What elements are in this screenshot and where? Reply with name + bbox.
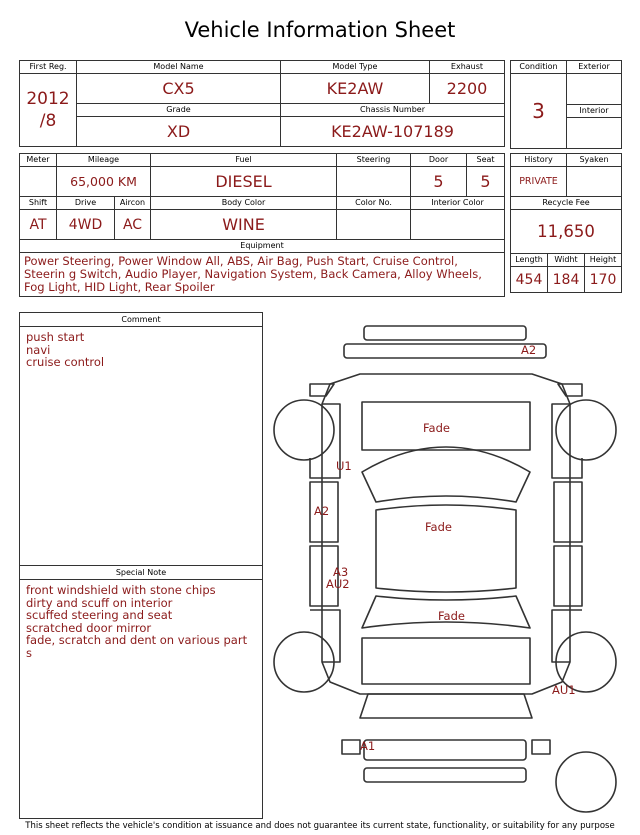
mileage-value: 65,000 KM bbox=[57, 167, 151, 197]
interior-label: Interior bbox=[567, 105, 622, 118]
front-right-wheel bbox=[556, 400, 616, 460]
rear-left-light bbox=[342, 740, 360, 754]
comment-box bbox=[19, 312, 263, 566]
grade-value: XD bbox=[77, 117, 281, 147]
special-note-line: front windshield with stone chips bbox=[26, 583, 216, 597]
front-windshield bbox=[362, 447, 530, 502]
rear-lower-body bbox=[360, 694, 532, 718]
comment-line: navi bbox=[26, 342, 51, 357]
exhaust-label: Exhaust bbox=[430, 61, 505, 74]
grade-label: Grade bbox=[77, 104, 281, 117]
comment-line: push start bbox=[26, 330, 85, 344]
top-info-table bbox=[19, 60, 505, 147]
first-reg-value bbox=[20, 74, 77, 147]
condition-table bbox=[510, 60, 622, 149]
right-front-fender bbox=[552, 404, 582, 478]
special-note-line: s bbox=[26, 645, 32, 660]
front-bumper-top bbox=[364, 326, 526, 340]
syaken-label: Syaken bbox=[567, 154, 622, 167]
model-type-label: Model Type bbox=[281, 61, 430, 74]
special-note-line: dirty and scuff on interior bbox=[26, 595, 173, 610]
front-left-wheel bbox=[274, 400, 334, 460]
damage-mark: A2 bbox=[521, 343, 537, 357]
model-type-value: KE2AW bbox=[281, 74, 430, 104]
rear-bumper bbox=[364, 740, 526, 760]
damage-mark: A3 bbox=[333, 565, 349, 579]
door-value: 5 bbox=[411, 167, 467, 197]
damage-mark: AU2 bbox=[326, 577, 350, 591]
special-note-line: fade, scratch and dent on various part bbox=[26, 633, 248, 647]
side-info-table bbox=[510, 153, 622, 293]
damage-mark: Fade bbox=[438, 609, 465, 623]
damage-mark: AU1 bbox=[552, 683, 576, 697]
height-value: 170 bbox=[585, 267, 622, 293]
recycle-fee-label: Recycle Fee bbox=[511, 197, 622, 210]
damage-mark: A2 bbox=[314, 504, 330, 518]
tailgate-panel bbox=[362, 638, 530, 684]
height-label: Height bbox=[585, 254, 622, 267]
seat-value: 5 bbox=[467, 167, 505, 197]
seat-label: Seat bbox=[467, 154, 505, 167]
special-note-line: scratched door mirror bbox=[26, 620, 152, 635]
interior-color-value bbox=[411, 210, 505, 240]
special-note-text bbox=[20, 580, 262, 663]
fuel-value: DIESEL bbox=[151, 167, 337, 197]
spare-tire bbox=[556, 752, 616, 812]
recycle-fee-value: 11,650 bbox=[511, 210, 622, 254]
vehicle-spec-table bbox=[19, 153, 505, 297]
damage-mark: A1 bbox=[360, 739, 376, 753]
front-grille-bar bbox=[344, 344, 546, 358]
first-reg-year: 2012 bbox=[26, 89, 70, 109]
history-label: History bbox=[511, 154, 567, 167]
steering-value bbox=[337, 167, 411, 197]
width-value: 184 bbox=[548, 267, 585, 293]
color-no-label: Color No. bbox=[337, 197, 411, 210]
interior-color-label: Interior Color bbox=[411, 197, 505, 210]
length-label: Length bbox=[511, 254, 548, 267]
shift-label: Shift bbox=[20, 197, 57, 210]
condition-label: Condition bbox=[511, 61, 567, 74]
model-name-value: CX5 bbox=[77, 74, 281, 104]
first-reg-month: /8 bbox=[39, 111, 57, 131]
right-front-door bbox=[554, 482, 582, 542]
aircon-label: Aircon bbox=[115, 197, 151, 210]
aircon-value: AC bbox=[115, 210, 151, 240]
special-note-line: scuffed steering and seat bbox=[26, 608, 173, 622]
drive-label: Drive bbox=[57, 197, 115, 210]
width-label: Widht bbox=[548, 254, 585, 267]
roof-panel bbox=[376, 505, 516, 592]
exhaust-value: 2200 bbox=[430, 74, 505, 104]
length-value: 454 bbox=[511, 267, 548, 293]
front-left-light bbox=[310, 384, 334, 396]
car-damage-diagram bbox=[270, 322, 622, 818]
exterior-label: Exterior bbox=[567, 61, 622, 74]
left-rear-fender bbox=[310, 610, 340, 662]
history-value: PRIVATE bbox=[511, 167, 567, 197]
mileage-label: Mileage bbox=[57, 154, 151, 167]
damage-mark: Fade bbox=[423, 421, 450, 435]
equipment-label: Equipment bbox=[20, 240, 505, 253]
steering-label: Steering bbox=[337, 154, 411, 167]
comment-label: Comment bbox=[20, 313, 262, 327]
equipment-value: Power Steering, Power Window All, ABS, Air Bag, Push Start, Cruise Control, Steerin g Switch, Audio Player, Navigation System, Back Camera, Alloy Wheels, Fog Light, HID Light, Rear Spoiler bbox=[20, 253, 505, 297]
comment-text bbox=[20, 327, 262, 373]
syaken-value bbox=[567, 167, 622, 197]
exterior-value bbox=[567, 74, 622, 105]
door-label: Door bbox=[411, 154, 467, 167]
disclaimer-footer: This sheet reflects the vehicle's condition at issuance and does not guarantee its current state, functionality, or suitability for any purpose bbox=[25, 821, 615, 831]
condition-value: 3 bbox=[511, 74, 567, 149]
sheet-title: Vehicle Information Sheet bbox=[184, 18, 456, 42]
body-color-label: Body Color bbox=[151, 197, 337, 210]
special-note-label: Special Note bbox=[20, 566, 262, 580]
damage-mark: Fade bbox=[425, 520, 452, 534]
color-no-value bbox=[337, 210, 411, 240]
chassis-value: KE2AW-107189 bbox=[281, 117, 505, 147]
meter-value bbox=[20, 167, 57, 197]
meter-label: Meter bbox=[20, 154, 57, 167]
model-name-label: Model Name bbox=[77, 61, 281, 74]
fuel-label: Fuel bbox=[151, 154, 337, 167]
interior-value bbox=[567, 118, 622, 149]
chassis-label: Chassis Number bbox=[281, 104, 505, 117]
rear-right-light bbox=[532, 740, 550, 754]
drive-value: 4WD bbox=[57, 210, 115, 240]
right-rear-door bbox=[554, 546, 582, 606]
damage-mark: U1 bbox=[336, 459, 352, 473]
comment-line: cruise control bbox=[26, 355, 105, 369]
first-reg-label: First Reg. bbox=[20, 61, 77, 74]
shift-value: AT bbox=[20, 210, 57, 240]
front-right-light bbox=[558, 384, 582, 396]
body-color-value: WINE bbox=[151, 210, 337, 240]
rear-bumper-bottom bbox=[364, 768, 526, 782]
special-note-box bbox=[19, 565, 263, 819]
